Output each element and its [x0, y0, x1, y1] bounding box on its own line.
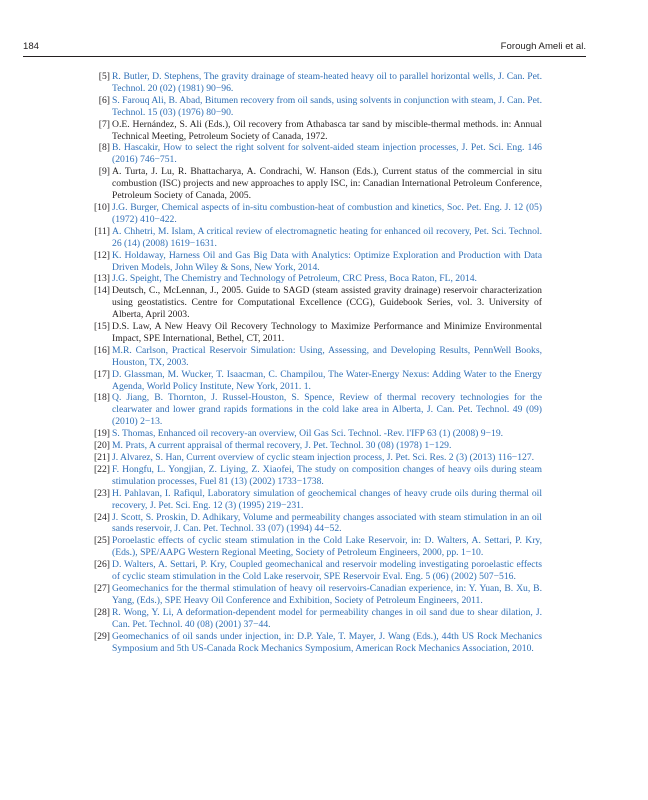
reference-number: [22]	[93, 463, 110, 475]
page-number: 184	[23, 41, 40, 52]
reference-number: [7]	[98, 118, 110, 130]
reference-item	[90, 369, 542, 393]
reference-link[interactable]: J. Alvarez, S. Han, Current overview of cyclic steam injection process, J. Pet. Sci. Res. 2 (3) (2013) 116−127.	[112, 452, 535, 463]
reference-number: [12]	[93, 249, 110, 261]
reference-link[interactable]: J.G. Burger, Chemical aspects of in-situ combustion-heat of combustion and kinetics, Soc. Pet. Eng. J. 12 (05) (1972) 410−422.	[112, 201, 542, 225]
reference-link[interactable]: S. Farouq Ali, B. Abad, Bitumen recovery from oil sands, using solvents in conjunction with steam, J. Can. Pet. Technol. 15 (03) (1976) 80−90.	[112, 94, 542, 118]
reference-text: D.S. Law, A New Heavy Oil Recovery Technology to Maximize Performance and Minimize Environmental Impact, SPE International, Bethel, CT, 2011.	[112, 321, 542, 344]
reference-link[interactable]: J. Scott, S. Proskin, D. Adhikary, Volume and permeability changes associated with steam stimulation in an oil sands reservoir, J. Can. Pet. Technol. 33 (07) (1994) 44−52.	[112, 511, 542, 535]
reference-number: [21]	[93, 452, 110, 463]
reference-number: [29]	[93, 630, 110, 642]
reference-text: O.E. Hernández, S. Ali (Eds.), Oil recovery from Athabasca tar sand by miscible-thermal methods. in: Annual Technical Meeting, Petroleum Society of Canada, 1972.	[112, 118, 542, 142]
reference-number: [15]	[93, 321, 110, 333]
reference-number: [26]	[93, 559, 110, 571]
reference-link[interactable]: Poroelastic effects of cyclic steam stimulation in the Cold Lake Reservoir, in: D. Walters, A. Settari, P. Kry, (Eds.), SPE/AAPG Western Regional Meeting, Society of Petroleum Engineers, 2000, pp. 1−10.	[112, 535, 542, 559]
reference-item	[90, 464, 542, 488]
reference-number: [16]	[93, 344, 110, 356]
reference-item	[90, 488, 542, 512]
reference-link[interactable]: Geomechanics of oil sands under injection, in: D.P. Yale, T. Mayer, J. Wang (Eds.), 44th US Rock Mechanics Symposium and 5th US-Canada Rock Mechanics Symposium, American Rock Mechanics Association, 2010.	[112, 630, 542, 654]
reference-item	[90, 166, 542, 202]
reference-item	[90, 631, 542, 655]
header-rule	[23, 56, 586, 57]
reference-link[interactable]: J.G. Speight, The Chemistry and Technology of Petroleum, CRC Press, Boca Raton, FL, 2014.	[112, 273, 477, 285]
reference-item	[90, 119, 542, 143]
reference-link[interactable]: F. Hongfu, L. Yongjian, Z. Liying, Z. Xiaofei, The study on composition changes of heavy oils during steam stimulation processes, Fuel 81 (13) (2002) 1733−1738.	[112, 463, 542, 487]
reference-link[interactable]: Q. Jiang, B. Thornton, J. Russel-Houston, S. Spence, Review of thermal recovery technologies for the clearwater and lower grand rapids formations in the cold lake area in Alberta, J. Can. Pet. Technol. 49 (09) (2010) 2−13.	[112, 392, 542, 428]
running-head: Forough Ameli et al.	[500, 41, 586, 52]
reference-number: [23]	[93, 487, 110, 499]
reference-item	[90, 583, 542, 607]
reference-number: [18]	[93, 392, 110, 404]
reference-link[interactable]: R. Butler, D. Stephens, The gravity drainage of steam-heated heavy oil to parallel horizontal wells, J. Can. Pet. Technol. 20 (02) (1981) 90−96.	[112, 71, 542, 94]
reference-item	[90, 142, 542, 166]
reference-item	[90, 607, 542, 631]
reference-link[interactable]: H. Pahlavan, I. Rafiqul, Laboratory simulation of geochemical changes of heavy crude oils during thermal oil recovery, J. Pet. Sci. Eng. 12 (3) (1995) 219−231.	[112, 487, 542, 511]
reference-item	[90, 273, 542, 285]
reference-number: [17]	[93, 368, 110, 380]
reference-link[interactable]: D. Glassman, M. Wucker, T. Isaacman, C. Champilou, The Water-Energy Nexus: Adding Water to the Energy Agenda, World Policy Institute, New York, 2011. 1.	[112, 368, 542, 392]
reference-list	[90, 71, 542, 654]
reference-number: [24]	[93, 511, 110, 523]
reference-item	[90, 321, 542, 345]
reference-number: [19]	[93, 428, 110, 440]
reference-link[interactable]: M. Prats, A current appraisal of thermal recovery, J. Pet. Technol. 30 (08) (1978) 1−129.	[112, 440, 452, 452]
reference-number: [8]	[98, 142, 110, 154]
reference-link[interactable]: B. Hascakir, How to select the right solvent for solvent-aided steam injection processes, J. Pet. Sci. Eng. 146 (2016) 746−751.	[112, 142, 542, 166]
reference-item	[90, 285, 542, 321]
reference-number: [25]	[93, 535, 110, 547]
reference-item	[90, 226, 542, 250]
reference-link[interactable]: D. Walters, A. Settari, P. Kry, Coupled geomechanical and reservoir modeling investigating poroelastic effects of cyclic steam stimulation in the Cold Lake reservoir, SPE Reservoir Eval. Eng. 5 (06) (2002) 507−516.	[112, 559, 542, 583]
reference-number: [11]	[94, 225, 110, 237]
reference-number: [10]	[93, 201, 110, 213]
reference-item	[90, 345, 542, 369]
reference-link[interactable]: M.R. Carlson, Practical Reservoir Simulation: Using, Assessing, and Developing Results, PennWell Books, Houston, TX, 2003.	[112, 344, 542, 368]
reference-item	[90, 250, 542, 274]
reference-link[interactable]: S. Thomas, Enhanced oil recovery-an overview, Oil Gas Sci. Technol. -Rev. l'IFP 63 (1) (2008) 9−19.	[112, 428, 504, 440]
reference-link[interactable]: K. Holdaway, Harness Oil and Gas Big Data with Analytics: Optimize Exploration and Production with Data Driven Models, John Wiley & Sons, New York, 2014.	[112, 249, 542, 273]
reference-number: [13]	[93, 273, 110, 285]
reference-link[interactable]: R. Wong, Y. Li, A deformation-dependent model for permeability changes in oil sand due to shear dilation, J. Can. Pet. Technol. 40 (08) (2001) 37−44.	[112, 606, 542, 630]
reference-text: A. Turta, J. Lu, R. Bhattacharya, A. Condrachi, W. Hanson (Eds.), Current status of the commercial in situ combustion (ISC) projects and new approaches to apply ISC, in: Canadian International Petroleum Conference, Petroleum Society of Canada, 2005.	[112, 166, 542, 202]
reference-number: [9]	[98, 166, 110, 178]
reference-item	[90, 535, 542, 559]
reference-item	[90, 392, 542, 428]
reference-number: [14]	[93, 285, 110, 297]
reference-item	[90, 202, 542, 226]
reference-number: [20]	[93, 440, 110, 452]
reference-item	[90, 512, 542, 536]
reference-item	[90, 559, 542, 583]
reference-number: [27]	[93, 582, 110, 594]
reference-link[interactable]: A. Chhetri, M. Islam, A critical review of electromagnetic heating for enhanced oil recovery, Pet. Sci. Technol. 26 (14) (2008) 1619−1631.	[112, 225, 542, 249]
reference-link[interactable]: Geomechanics for the thermal stimulation of heavy oil reservoirs-Canadian experience, in: Y. Yuan, B. Xu, B. Yang, (Eds.), SPE Heavy Oil Conference and Exhibition, Society of Petroleum Engineers, 2011.	[112, 582, 542, 606]
reference-item	[90, 428, 542, 440]
reference-number: [5]	[98, 71, 110, 82]
reference-item	[90, 71, 542, 95]
reference-number: [6]	[98, 94, 110, 106]
reference-item	[90, 95, 542, 119]
reference-item	[90, 452, 542, 464]
reference-item	[90, 440, 542, 452]
reference-text: Deutsch, C., McLennan, J., 2005. Guide to SAGD (steam assisted gravity drainage) reservoir characterization using geostatistics. Centre for Computational Excellence (CCG), Guidebook Series, vol. 3. University of Alberta, April 2003.	[112, 285, 542, 321]
reference-number: [28]	[93, 606, 110, 618]
page-header	[23, 40, 586, 56]
